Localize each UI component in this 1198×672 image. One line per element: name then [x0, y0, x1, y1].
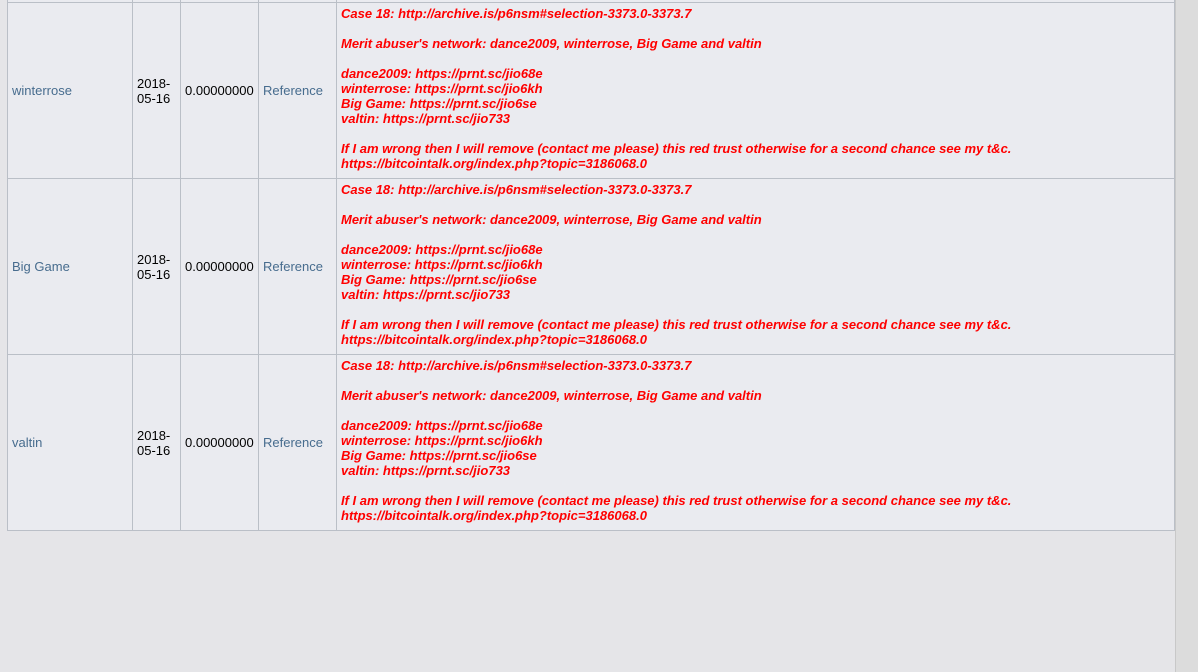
comment-topic-line: https://bitcointalk.org/index.php?topic=3186068.0: [341, 156, 647, 171]
comment-network-line: Merit abuser's network: dance2009, winterrose, Big Game and valtin: [341, 36, 762, 51]
scrollbar-track[interactable]: [1175, 0, 1198, 672]
comment-topic-line: https://bitcointalk.org/index.php?topic=3186068.0: [341, 332, 647, 347]
comment-notice-line: If I am wrong then I will remove (contact me please) this red trust otherwise for a second chance see my t&c.: [341, 141, 1012, 156]
comment-blank-line: [341, 197, 1170, 212]
username-cell: [8, 179, 132, 354]
comment-network-line: Merit abuser's network: dance2009, winterrose, Big Game and valtin: [341, 212, 762, 227]
comment-link-line: dance2009: https://prnt.sc/jio68e: [341, 66, 543, 81]
risked-btc-cell: 0.00000000: [181, 355, 258, 530]
comment-cell: [337, 0, 1174, 2]
comment-link-line: Big Game: https://prnt.sc/jio6se: [341, 448, 537, 463]
username-link[interactable]: Big Game: [12, 259, 70, 274]
table-row: [8, 3, 1174, 178]
comment-blank-line: [341, 478, 1170, 493]
table-row: [8, 0, 1174, 2]
reference-link[interactable]: Reference: [263, 435, 323, 450]
date-cell: 2018-05-16: [133, 355, 180, 530]
comment-blank-line: [341, 373, 1170, 388]
comment-link-line: winterrose: https://prnt.sc/jio6kh: [341, 257, 543, 272]
table-row: [8, 355, 1174, 530]
comment-blank-line: [341, 51, 1170, 66]
left-margin: [0, 0, 7, 672]
date-cell: 2018-05-16: [133, 179, 180, 354]
username-link[interactable]: valtin: [12, 435, 43, 450]
comment-blank-line: [341, 126, 1170, 141]
comment-link-line: valtin: https://prnt.sc/jio733: [341, 287, 511, 302]
date-cell: 2018-05-16: [133, 3, 180, 178]
username-link[interactable]: winterrose: [12, 83, 72, 98]
comment-blank-line: [341, 403, 1170, 418]
trust-table-body: [8, 0, 1174, 530]
reference-cell: [259, 3, 336, 178]
comment-topic-line: https://bitcointalk.org/index.php?topic=3186068.0: [341, 508, 647, 523]
comment-blank-line: [341, 227, 1170, 242]
username-cell: [8, 0, 132, 2]
comment-blank-line: [341, 302, 1170, 317]
reference-cell: [259, 179, 336, 354]
username-cell: [8, 355, 132, 530]
table-row: [8, 179, 1174, 354]
reference-link[interactable]: Reference: [263, 83, 323, 98]
reference-cell: [259, 0, 336, 2]
comment-blank-line: [341, 21, 1170, 36]
reference-cell: [259, 355, 336, 530]
comment-link-line: valtin: https://prnt.sc/jio733: [341, 111, 511, 126]
comment-link-line: valtin: https://prnt.sc/jio733: [341, 463, 511, 478]
comment-notice-line: If I am wrong then I will remove (contact me please) this red trust otherwise for a second chance see my t&c.: [341, 317, 1012, 332]
comment-notice-line: If I am wrong then I will remove (contact me please) this red trust otherwise for a second chance see my t&c.: [341, 493, 1012, 508]
username-cell: [8, 3, 132, 178]
risked-btc-cell: [181, 0, 258, 2]
comment-case-line: Case 18: http://archive.is/p6nsm#selection-3373.0-3373.7: [341, 358, 692, 373]
comment-case-line: Case 18: http://archive.is/p6nsm#selection-3373.0-3373.7: [341, 182, 692, 197]
comment-network-line: Merit abuser's network: dance2009, winterrose, Big Game and valtin: [341, 388, 762, 403]
comment-cell: [337, 3, 1174, 178]
comment-link-line: Big Game: https://prnt.sc/jio6se: [341, 96, 537, 111]
comment-link-line: dance2009: https://prnt.sc/jio68e: [341, 242, 543, 257]
risked-btc-cell: 0.00000000: [181, 3, 258, 178]
reference-link[interactable]: Reference: [263, 259, 323, 274]
comment-link-line: dance2009: https://prnt.sc/jio68e: [341, 418, 543, 433]
comment-cell: [337, 355, 1174, 530]
comment-case-line: Case 18: http://archive.is/p6nsm#selection-3373.0-3373.7: [341, 6, 692, 21]
date-cell: [133, 0, 180, 2]
comment-link-line: Big Game: https://prnt.sc/jio6se: [341, 272, 537, 287]
comment-cell: [337, 179, 1174, 354]
comment-link-line: winterrose: https://prnt.sc/jio6kh: [341, 81, 543, 96]
risked-btc-cell: 0.00000000: [181, 179, 258, 354]
comment-link-line: winterrose: https://prnt.sc/jio6kh: [341, 433, 543, 448]
trust-table: [7, 0, 1175, 531]
